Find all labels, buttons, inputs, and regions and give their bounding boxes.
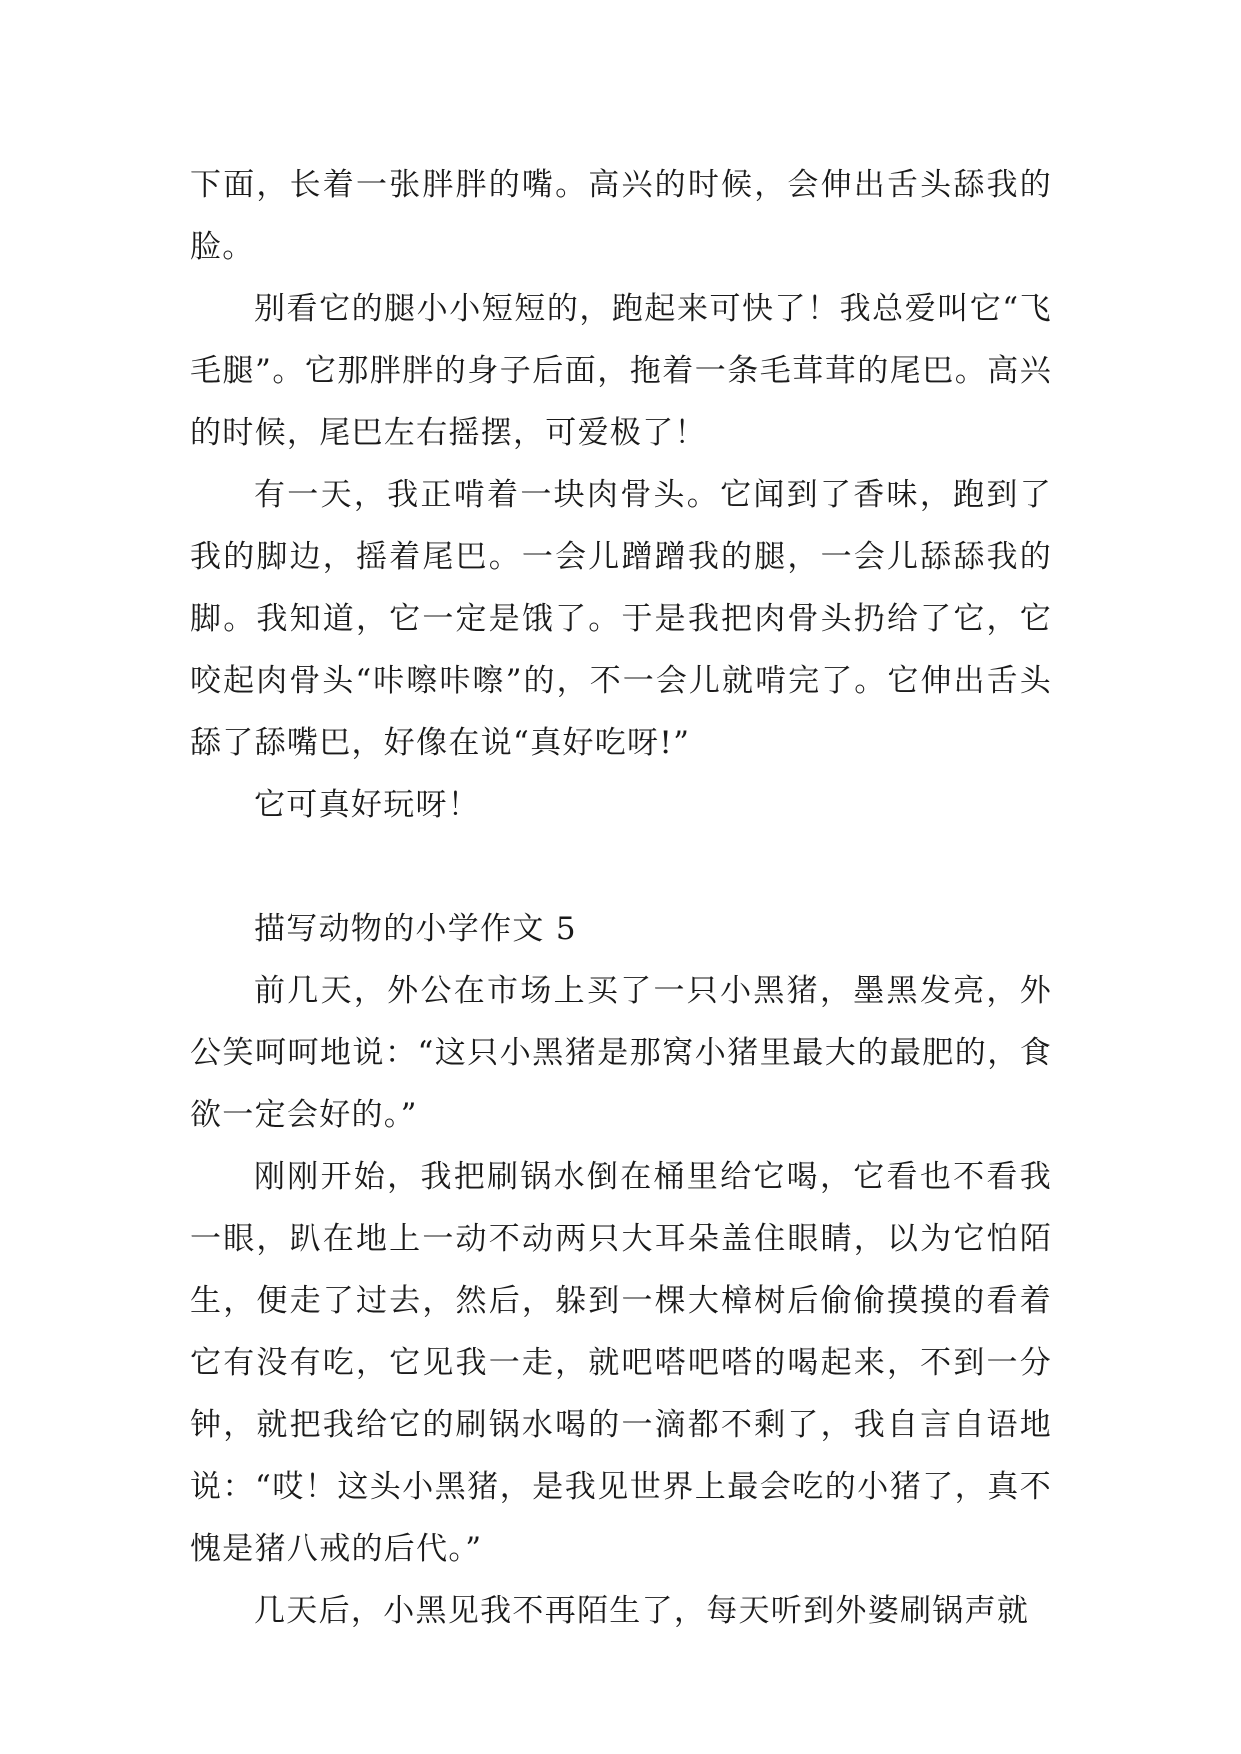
section-gap [190, 836, 1052, 898]
section-title: 描写动物的小学作文 5 [254, 911, 577, 947]
paragraph-3: 有一天，我正啃着一块肉骨头。它闻到了香味，跑到了我的脚边，摇着尾巴。一会儿蹭蹭我的腿，一会儿舔舔我的脚。我知道，它一定是饿了。于是我把肉骨头扔给了它，它咬起肉骨头“咔嚓咔嚓”的，不一会儿就啃完了。它伸出舌头舔了舔嘴巴，好像在说“真好吃呀!” [190, 477, 1052, 761]
paragraph-7: 几天后，小黑见我不再陌生了，每天听到外婆刷锅声就 [254, 1593, 1030, 1629]
paragraph-5: 前几天，外公在市场上买了一只小黑猪，墨黑发亮，外公笑呵呵地说：“这只小黑猪是那窝小猪里最大的最肥的，食欲一定会好的。” [190, 973, 1052, 1133]
paragraph-2: 别看它的腿小小短短的，跑起来可快了！我总爱叫它“飞毛腿”。它那胖胖的身子后面，拖着一条毛茸茸的尾巴。高兴的时候，尾巴左右摇摆，可爱极了！ [190, 291, 1052, 451]
paragraph-6: 刚刚开始，我把刷锅水倒在桶里给它喝，它看也不看我一眼，趴在地上一动不动两只大耳朵盖住眼睛，以为它怕陌生，便走了过去，然后，躲到一棵大樟树后偷偷摸摸的看着它有没有吃，它见我一走，就吧嗒吧嗒的喝起来，不到一分钟，就把我给它的刷锅水喝的一滴都不剩了，我自言自语地说：“哎！这头小黑猪，是我见世界上最会吃的小猪了，真不愧是猪八戒的后代。” [190, 1159, 1052, 1567]
essay-text [190, 154, 1052, 1642]
paragraph-1: 下面，长着一张胖胖的嘴。高兴的时候，会伸出舌头舔我的脸。 [190, 167, 1052, 265]
paragraph-4: 它可真好玩呀！ [254, 787, 481, 823]
